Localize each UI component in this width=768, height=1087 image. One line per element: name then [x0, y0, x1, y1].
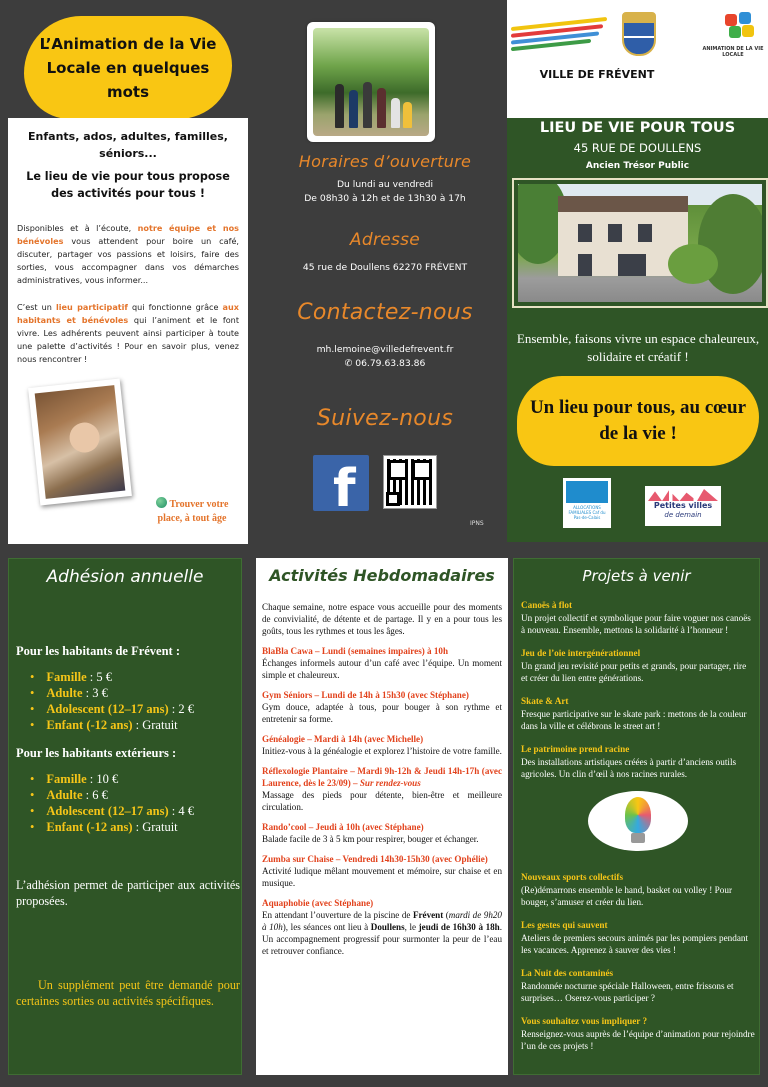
address-text: 45 rue de Doullens 62270 FRÉVENT [302, 262, 468, 273]
city-crest-icon [622, 12, 656, 56]
hours-text: Du lundi au vendredi De 08h30 à 12h et de 13h30 à 17h [304, 179, 466, 204]
project-item: Canoës à flot Un projet collectif et symbolique pour faire voguer nos canoës à nouveau. Ensemble, mettons la solidarité à l’honneur ! [521, 600, 751, 635]
slogan: Ensemble, faisons vivre un espace chaleureux, solidaire et créatif ! [516, 331, 760, 364]
intro-cloud-title: L’Animation de la Vie Locale en quelques mots [28, 20, 228, 115]
projects-title: Projets à venir [582, 567, 691, 585]
intro-paragraph-team: Disponibles et à l’écoute, notre équipe et nos bénévoles vous attendent pour boire un café, discuter, partager vos passions et loisirs, faire des sorties, vous accompagner dans vos démarches administratives, vous informer... [17, 223, 239, 285]
price-item: • Adolescent (12–17 ans) : 2 € [30, 701, 236, 717]
membership-supplement-note: Un supplément peut être demandé pour certaines sorties ou activités spécifiques. [16, 978, 240, 1008]
globe-icon [156, 497, 167, 508]
city-stripes-logo [511, 18, 611, 58]
membership-title: Adhésion annuelle [46, 567, 204, 587]
intro-paragraph-participative: C’est un lieu participatif qui fonctionne grâce aux habitants et bénévoles qui l’animent et le font vivre. Les adhérents peuvent ainsi participer à toute une palette d’activités ! Pour en savoir plus, venez nous rencontrer ! [17, 302, 239, 364]
activity-item: BlaBla Cawa – Lundi (semaines impaires) à 10h Échanges informels autour d’un café avec l’équipe. Un moment simple et chaleureux. [262, 646, 502, 680]
follow-title: Suivez-nous [316, 406, 454, 431]
hours-title: Horaires d’ouverture [298, 152, 472, 171]
city-name: VILLE DE FRÉVENT [539, 68, 655, 81]
contact-title: Contactez-nous [297, 300, 473, 325]
activities-panel [256, 558, 508, 1075]
project-item: Jeu de l’oie intergénérationnel Un grand jeu revisité pour petits et grands, pour partager, rire et créer du lien entre générations. [521, 648, 747, 683]
price-item: • Famille : 5 € [30, 669, 236, 685]
address-title: Adresse [349, 230, 421, 250]
animation-logo-text: ANIMATION DE LA VIE LOCALE [702, 46, 764, 58]
project-item: Skate & Art Fresque participative sur le skate park : mettons de la couleur dans la ville et célébrons le street art ! [521, 696, 747, 731]
place-address: 45 RUE DE DOULLENS [573, 141, 702, 155]
activity-item: Gym Séniors – Lundi de 14h à 15h30 (avec Stéphane) Gym douce, adaptée à tous, pour bouger à son rythme et entretenir sa forme. [262, 690, 502, 724]
membership-group-external: Pour les habitants extérieurs : • Famille : 10 € • Adulte : 6 € • Adolescent (12–17 ans) : 4 € • Enfant (-12 ans) : Gratuit [16, 745, 236, 835]
project-item: Les gestes qui sauvent Ateliers de premiers secours animés par les pompiers pendant les vacances. Apprenez à sauver des vies ! [521, 920, 749, 955]
place-former-use: Ancien Trésor Public [585, 161, 690, 171]
find-place-caption: Trouver votre place, à tout âge [142, 497, 242, 526]
email-link[interactable]: mh.lemoine@villedefrevent.fr [316, 344, 454, 355]
group-photo [307, 22, 435, 142]
intro-heading-activities: Le lieu de vie pour tous propose des activités pour tous ! [26, 170, 230, 200]
membership-note: L’adhésion permet de participer aux activités proposées. [16, 878, 240, 908]
membership-panel [8, 558, 242, 1075]
activity-item: Généalogie – Mardi à 14h (avec Michelle) Initiez-vous à la généalogie et explorez l’histoire de votre famille. [262, 734, 502, 756]
intro-photo [28, 379, 132, 506]
place-title: LIEU DE VIE POUR TOUS [539, 120, 736, 136]
activities-intro: Chaque semaine, notre espace vous accueille pour des moments de convivialité, de détente et de partage. Il y en a pour tous les goûts, tous les rythmes et tous les âges. [262, 602, 502, 636]
price-item: • Enfant (-12 ans) : Gratuit [30, 819, 236, 835]
contact-text [270, 343, 500, 371]
project-item: Vous souhaitez vous impliquer ? Renseignez-vous auprès de l’équipe d’animation pour rejoindre l’un de ces projets ! [521, 1016, 755, 1051]
projects-panel [513, 558, 760, 1075]
puzzle-logo-icon [711, 12, 765, 42]
price-item: • Enfant (-12 ans) : Gratuit [30, 717, 236, 733]
membership-group-local: Pour les habitants de Frévent : • Famille : 5 € • Adulte : 3 € • Adolescent (12–17 ans) : 2 € • Enfant (-12 ans) : Gratuit [16, 643, 236, 733]
activity-item-aquaphobie: Aquaphobie (avec Stéphane) En attendant l’ouverture de la piscine de Frévent (mardi de 9h20 à 10h), les séances ont lieu à Doullens, le jeudi de 16h30 à 18h. Un accompagnement progressif pour surmonter la peur de l’eau et retrouver confiance. [262, 898, 503, 956]
project-item: Nouveaux sports collectifs (Re)démarrons ensemble le hand, basket ou volley ! Pour bouger, s’amuser et créer du lien. [521, 872, 732, 907]
intro-heading-audience: Enfants, ados, adultes, familles, séniors... [28, 130, 228, 160]
qr-code-corner [386, 492, 400, 506]
project-item: Le patrimoine prend racine Des installations artistiques créées à partir d’anciens outils agricoles. Un clin d’œil à nos racines rurales. [521, 744, 737, 779]
price-item: • Adolescent (12–17 ans) : 4 € [30, 803, 236, 819]
price-item: • Famille : 10 € [30, 771, 236, 787]
caf-logo: ALLOCATIONS FAMILIALES Caf du Pas-de-Calais [563, 478, 611, 528]
tagline-cloud: Un lieu pour tous, au cœur de la vie ! [522, 381, 754, 461]
activity-item: Rando’cool – Jeudi à 10h (avec Stéphane) Balade facile de 3 à 5 km pour respirer, bouger et échanger. [262, 822, 479, 844]
activity-item: Zumba sur Chaise – Vendredi 14h30-15h30 (avec Ophélie) Activité ludique mêlant mouvement et mémoire, sur chaise et en musique. [262, 854, 502, 888]
activities-title: Activités Hebdomadaires [269, 566, 495, 585]
activity-item: Réflexologie Plantaire – Mardi 9h-12h & Jeudi 14h-17h (avec Laurence, dès le 23/09) – Sur rendez-vous Massage des pieds pour détente, bien-être et meilleure circulation. [262, 766, 502, 812]
phone-number[interactable]: ✆ 06.79.63.83.86 [344, 358, 426, 369]
building-photo [512, 178, 768, 308]
facebook-icon[interactable]: f [313, 455, 369, 511]
project-item: La Nuit des contaminés Randonnée nocturne spéciale Halloween, entre frissons et surprises… Oserez-vous participer ? [521, 968, 734, 1003]
ipns-label: IPNS [470, 520, 484, 527]
petites-villes-logo: Petites villes de demain [645, 486, 721, 526]
price-item: • Adulte : 3 € [30, 685, 236, 701]
lightbulb-icon [588, 791, 688, 851]
price-item: • Adulte : 6 € [30, 787, 236, 803]
